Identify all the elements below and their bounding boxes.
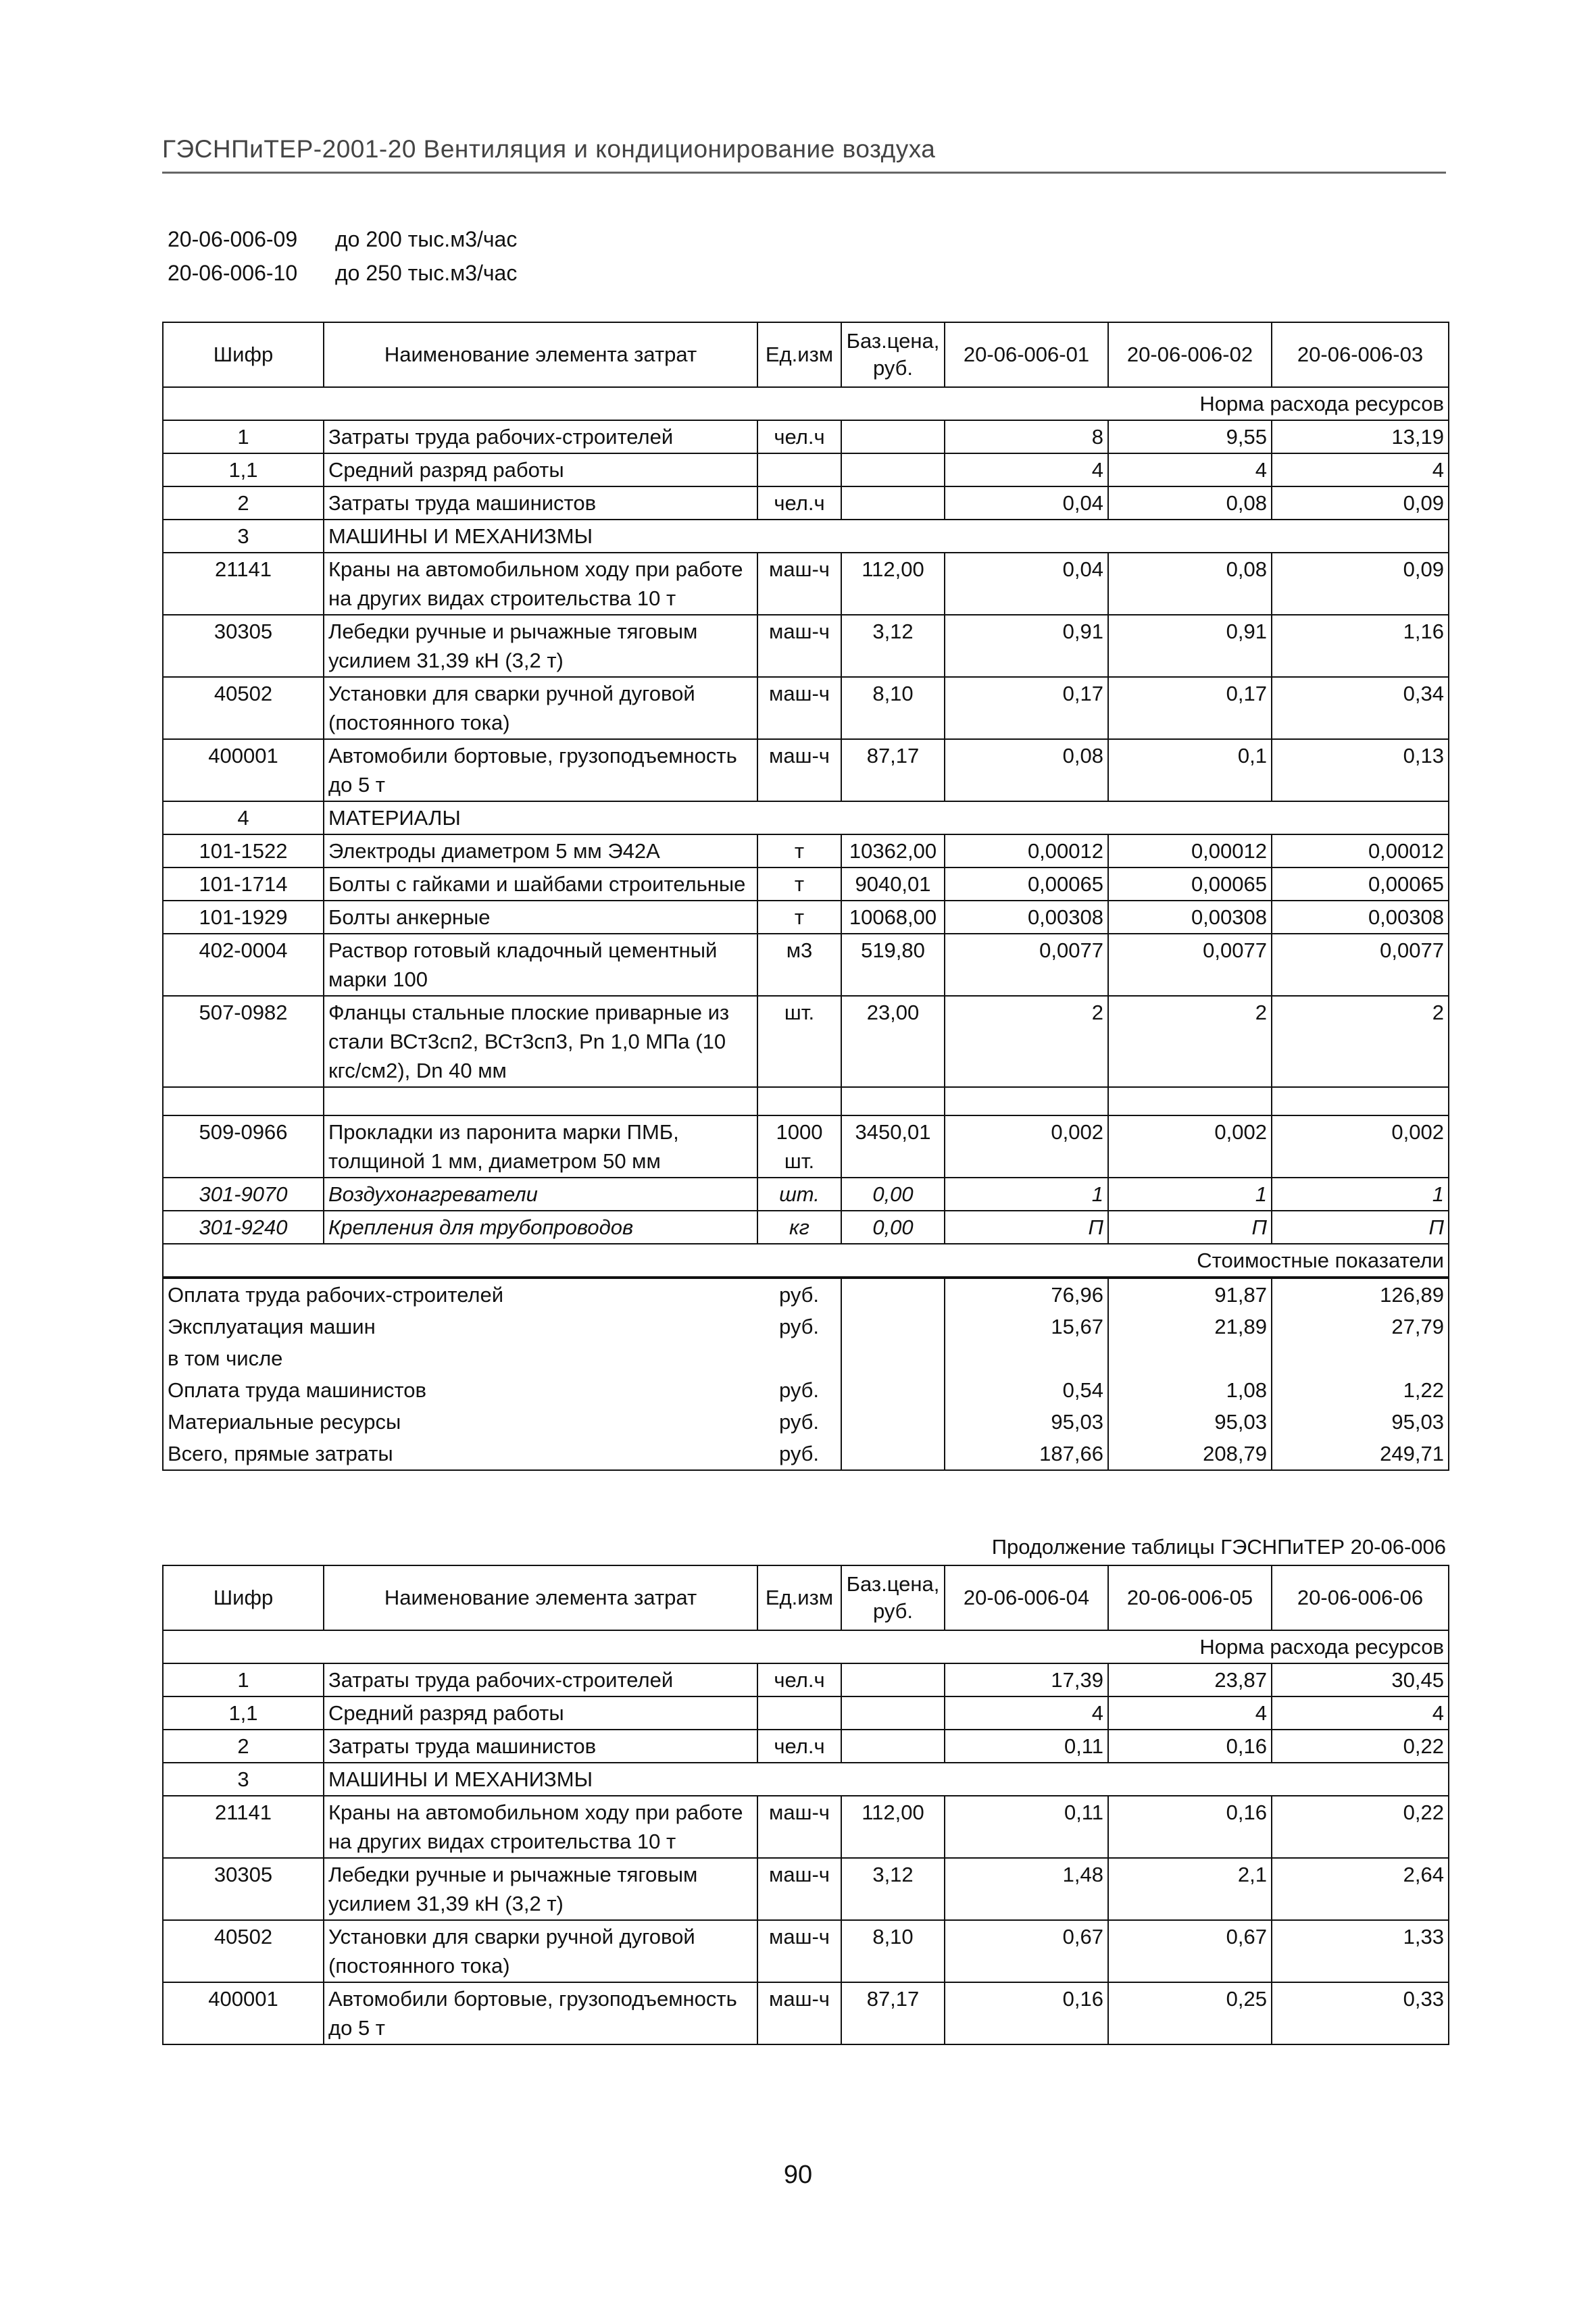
range-line [168,261,517,286]
header-price [841,1565,945,1630]
row-value: 0,16 [945,1982,1108,2044]
row-value: 0,0077 [1108,934,1272,996]
row-unit: маш-ч [757,615,841,677]
totals-row [163,1406,1449,1438]
totals-value [1108,1342,1272,1374]
row-value: 23,87 [1108,1663,1272,1696]
table-row [163,486,1449,520]
totals-value: 1,08 [1108,1374,1272,1406]
table-row [163,1115,1449,1178]
row-value: 0,0077 [945,934,1108,996]
row-name: Лебедки ручные и рычажные тяговым усилием 31,39 кН (3,2 т) [324,1858,757,1920]
row-name: Затраты труда машинистов [324,1730,757,1763]
totals-price [841,1374,945,1406]
row-value: 0,34 [1272,677,1449,739]
band-costs: Стоимостные показатели [163,1244,1449,1278]
row-value: 0,00308 [1272,901,1449,934]
row-price: 3,12 [841,1858,945,1920]
row-code: 2 [163,1730,324,1763]
row-unit: маш-ч [757,1982,841,2044]
row-value: 0,91 [945,615,1108,677]
table-header [163,322,1449,387]
row-name: Автомобили бортовые, грузоподъемность до 5 т [324,739,757,801]
totals-value: 208,79 [1108,1438,1272,1470]
row-price: 87,17 [841,739,945,801]
row-code: 101-1714 [163,867,324,901]
row-value: 4 [1108,453,1272,486]
row-value: 4 [945,1696,1108,1730]
row-price: 9040,01 [841,867,945,901]
row-value: П [1272,1211,1449,1244]
row-code: 3 [163,520,324,553]
row-price: 0,00 [841,1211,945,1244]
totals-price [841,1406,945,1438]
header-code: Шифр [163,1565,324,1630]
row-value: 0,00065 [1272,867,1449,901]
resource-norms-table-1 [162,322,1449,1471]
row-price: 3450,01 [841,1115,945,1178]
row-value: 0,13 [1272,739,1449,801]
row-value: 1 [1108,1178,1272,1211]
band-row [163,1630,1449,1663]
row-value: 0,002 [1108,1115,1272,1178]
totals-value: 249,71 [1272,1438,1449,1470]
totals-row [163,1311,1449,1342]
row-price: 8,10 [841,1920,945,1982]
table-row [163,453,1449,486]
header-norm-code: 20-06-006-05 [1108,1565,1272,1630]
row-price: 3,12 [841,615,945,677]
row-unit: чел.ч [757,486,841,520]
row-code: 30305 [163,1858,324,1920]
row-value: 0,002 [1272,1115,1449,1178]
row-value: 2,64 [1272,1858,1449,1920]
section-row [163,520,1449,553]
totals-label: Оплата труда машинистов [163,1374,757,1406]
totals-row [163,1374,1449,1406]
row-value: 0,00012 [945,834,1108,867]
row-code: 4 [163,801,324,834]
row-value: 4 [1272,1696,1449,1730]
table-row [163,615,1449,677]
row-value: 0,08 [945,739,1108,801]
row-unit: маш-ч [757,739,841,801]
totals-label: Всего, прямые затраты [163,1438,757,1470]
table-row [163,934,1449,996]
totals-unit: руб. [757,1311,841,1342]
row-value: 17,39 [945,1663,1108,1696]
row-price [841,453,945,486]
spacer-cell [324,1087,757,1115]
band-resources: Норма расхода ресурсов [163,387,1449,420]
spacer-cell [757,1087,841,1115]
table-row [163,834,1449,867]
row-value: 0,08 [1108,553,1272,615]
row-unit: маш-ч [757,1858,841,1920]
table-row [163,1730,1449,1763]
row-unit: маш-ч [757,553,841,615]
totals-row [163,1438,1449,1470]
header-price-line: руб. [872,1599,914,1623]
row-unit [757,1696,841,1730]
section-title: МАШИНЫ И МЕХАНИЗМЫ [324,520,1449,553]
row-value: 13,19 [1272,420,1449,453]
row-code: 507-0982 [163,996,324,1087]
row-name: Затраты труда рабочих-строителей [324,1663,757,1696]
row-value: 1,16 [1272,615,1449,677]
continued-caption: Продолжение таблицы ГЭСНПиТЕР 20-06-006 [991,1535,1446,1559]
table-row [163,677,1449,739]
row-code: 40502 [163,1920,324,1982]
totals-value: 21,89 [1108,1311,1272,1342]
row-unit [757,453,841,486]
row-value: 0,002 [945,1115,1108,1178]
row-value: 4 [1108,1696,1272,1730]
totals-label: Эксплуатация машин [163,1311,757,1342]
row-code: 21141 [163,553,324,615]
totals-value: 0,54 [945,1374,1108,1406]
row-value: 2 [1272,996,1449,1087]
totals-price [841,1311,945,1342]
row-name: Прокладки из паронита марки ПМБ, толщиной 1 мм, диаметром 50 мм [324,1115,757,1178]
totals-row [163,1342,1449,1374]
header-name: Наименование элемента затрат [324,1565,757,1630]
row-value: 1 [1272,1178,1449,1211]
row-code: 400001 [163,739,324,801]
row-value: 8 [945,420,1108,453]
table-row [163,1796,1449,1858]
totals-value: 95,03 [1108,1406,1272,1438]
range-code: 20-06-006-09 [168,227,298,251]
row-name: Раствор готовый кладочный цементный марки 100 [324,934,757,996]
row-name: Средний разряд работы [324,1696,757,1730]
header-row [163,1565,1449,1630]
totals-unit: руб. [757,1406,841,1438]
header-price-line: руб. [872,356,914,380]
row-value: 0,00308 [1108,901,1272,934]
table-row [163,1178,1449,1211]
row-price: 0,00 [841,1178,945,1211]
row-unit: т [757,834,841,867]
row-value: 0,16 [1108,1796,1272,1858]
row-name: Краны на автомобильном ходу при работе на других видах строительства 10 т [324,553,757,615]
totals-label: в том числе [163,1342,757,1374]
row-value: 0,00012 [1272,834,1449,867]
spacer-row [163,1087,1449,1115]
row-unit: шт. [757,996,841,1087]
row-value: 0,09 [1272,553,1449,615]
row-value: 0,16 [1108,1730,1272,1763]
table-row [163,420,1449,453]
row-name: Воздухонагреватели [324,1178,757,1211]
row-value: 0,11 [945,1796,1108,1858]
table-body [163,387,1449,1470]
table-row [163,1663,1449,1696]
row-unit: т [757,901,841,934]
row-code: 21141 [163,1796,324,1858]
table-row [163,996,1449,1087]
row-value: 0,09 [1272,486,1449,520]
row-code: 402-0004 [163,934,324,996]
range-text: до 200 тыс.м3/час [335,227,518,251]
row-name: Краны на автомобильном ходу при работе на других видах строительства 10 т [324,1796,757,1858]
totals-value: 187,66 [945,1438,1108,1470]
row-unit: маш-ч [757,677,841,739]
section-row [163,1763,1449,1796]
row-value: 0,0077 [1272,934,1449,996]
row-price [841,1730,945,1763]
page-number: 90 [783,2161,813,2189]
row-price: 112,00 [841,553,945,615]
header-norm-code: 20-06-006-01 [945,322,1108,387]
row-value: 1,48 [945,1858,1108,1920]
totals-unit: руб. [757,1278,841,1311]
row-price: 87,17 [841,1982,945,2044]
row-code: 2 [163,486,324,520]
row-value: 0,00308 [945,901,1108,934]
totals-value [1272,1342,1449,1374]
totals-label: Оплата труда рабочих-строителей [163,1278,757,1311]
row-value: 0,1 [1108,739,1272,801]
row-value: 9,55 [1108,420,1272,453]
totals-unit: руб. [757,1438,841,1470]
header-unit: Ед.изм [757,322,841,387]
row-unit: кг [757,1211,841,1244]
row-value: 0,17 [945,677,1108,739]
row-code: 400001 [163,1982,324,2044]
row-price [841,420,945,453]
totals-unit [757,1342,841,1374]
totals-value: 1,22 [1272,1374,1449,1406]
row-value: 0,17 [1108,677,1272,739]
section-title: МАТЕРИАЛЫ [324,801,1449,834]
row-code: 301-9070 [163,1178,324,1211]
row-value: 0,00012 [1108,834,1272,867]
row-unit: т [757,867,841,901]
resource-norms-table-2 [162,1565,1449,2045]
row-value: 2,1 [1108,1858,1272,1920]
row-name: Фланцы стальные плоские приварные из стали ВСт3сп2, ВСт3сп3, Рn 1,0 МПа (10 кгс/см2), Dn 40 мм [324,996,757,1087]
header-price-line: Баз.цена, [846,329,940,353]
row-name: Болты анкерные [324,901,757,934]
row-value: 0,67 [945,1920,1108,1982]
row-code: 1 [163,1663,324,1696]
row-name: Электроды диаметром 5 мм Э42А [324,834,757,867]
row-unit: чел.ч [757,420,841,453]
spacer-cell [163,1087,324,1115]
totals-price [841,1278,945,1311]
totals-unit: руб. [757,1374,841,1406]
totals-value: 91,87 [1108,1278,1272,1311]
table-row [163,739,1449,801]
row-unit: маш-ч [757,1796,841,1858]
row-value: 0,33 [1272,1982,1449,2044]
band-row [163,387,1449,420]
row-price [841,486,945,520]
row-name: Крепления для трубопроводов [324,1211,757,1244]
header-row [163,322,1449,387]
header-norm-code: 20-06-006-06 [1272,1565,1449,1630]
row-code: 101-1929 [163,901,324,934]
row-code: 1,1 [163,1696,324,1730]
row-name: Болты с гайками и шайбами строительные [324,867,757,901]
row-name: Лебедки ручные и рычажные тяговым усилием 31,39 кН (3,2 т) [324,615,757,677]
row-value: 0,25 [1108,1982,1272,2044]
header-norm-code: 20-06-006-03 [1272,322,1449,387]
header-norm-code: 20-06-006-02 [1108,322,1272,387]
totals-value: 76,96 [945,1278,1108,1311]
section-row [163,801,1449,834]
header-price [841,322,945,387]
totals-value: 27,79 [1272,1311,1449,1342]
row-value: 4 [1272,453,1449,486]
row-unit: чел.ч [757,1730,841,1763]
row-unit: 1000 шт. [757,1115,841,1178]
row-value: 0,04 [945,486,1108,520]
row-unit: м3 [757,934,841,996]
row-price: 519,80 [841,934,945,996]
row-value: 1,33 [1272,1920,1449,1982]
row-value: 2 [1108,996,1272,1087]
row-price [841,1663,945,1696]
row-code: 3 [163,1763,324,1796]
row-code: 509-0966 [163,1115,324,1178]
row-value: 1 [945,1178,1108,1211]
band-resources: Норма расхода ресурсов [163,1630,1449,1663]
row-value: 0,08 [1108,486,1272,520]
table-row [163,901,1449,934]
row-value: 30,45 [1272,1663,1449,1696]
row-unit: чел.ч [757,1663,841,1696]
row-code: 1 [163,420,324,453]
row-code: 40502 [163,677,324,739]
row-value: 0,00065 [945,867,1108,901]
header-unit: Ед.изм [757,1565,841,1630]
table-row [163,867,1449,901]
row-price: 112,00 [841,1796,945,1858]
row-price [841,1696,945,1730]
table-row [163,1696,1449,1730]
totals-row [163,1278,1449,1311]
totals-price [841,1342,945,1374]
row-value: 0,22 [1272,1796,1449,1858]
row-code: 301-9240 [163,1211,324,1244]
row-name: Установки для сварки ручной дуговой (постоянного тока) [324,1920,757,1982]
spacer-cell [945,1087,1108,1115]
row-value: 0,04 [945,553,1108,615]
row-value: 0,11 [945,1730,1108,1763]
range-line [168,227,517,252]
row-price: 10068,00 [841,901,945,934]
header-rule [162,172,1446,174]
spacer-cell [1108,1087,1272,1115]
totals-value [945,1342,1108,1374]
row-name: Затраты труда рабочих-строителей [324,420,757,453]
page-header-title: ГЭСНПиТЕР-2001-20 Вентиляция и кондиционирование воздуха [162,135,936,163]
row-name: Средний разряд работы [324,453,757,486]
row-unit: маш-ч [757,1920,841,1982]
totals-value: 95,03 [1272,1406,1449,1438]
row-unit: шт. [757,1178,841,1211]
row-name: Установки для сварки ручной дуговой (постоянного тока) [324,677,757,739]
band-row [163,1244,1449,1278]
row-code: 101-1522 [163,834,324,867]
header-price-line: Баз.цена, [846,1572,940,1596]
row-code: 1,1 [163,453,324,486]
spacer-cell [841,1087,945,1115]
totals-value: 95,03 [945,1406,1108,1438]
section-title: МАШИНЫ И МЕХАНИЗМЫ [324,1763,1449,1796]
row-value: 4 [945,453,1108,486]
row-name: Автомобили бортовые, грузоподъемность до 5 т [324,1982,757,2044]
table-row [163,1211,1449,1244]
range-text: до 250 тыс.м3/час [335,261,518,285]
row-value: П [945,1211,1108,1244]
table-row [163,1920,1449,1982]
row-price: 8,10 [841,677,945,739]
range-code: 20-06-006-10 [168,261,298,285]
row-value: 2 [945,996,1108,1087]
row-name: Затраты труда машинистов [324,486,757,520]
table-body [163,1630,1449,2044]
row-price: 10362,00 [841,834,945,867]
row-price: 23,00 [841,996,945,1087]
row-value: 0,22 [1272,1730,1449,1763]
row-value: 0,67 [1108,1920,1272,1982]
row-value: П [1108,1211,1272,1244]
row-code: 30305 [163,615,324,677]
totals-value: 15,67 [945,1311,1108,1342]
table-header [163,1565,1449,1630]
spacer-cell [1272,1087,1449,1115]
row-value: 0,00065 [1108,867,1272,901]
row-value: 0,91 [1108,615,1272,677]
table-row [163,1982,1449,2044]
totals-price [841,1438,945,1470]
header-norm-code: 20-06-006-04 [945,1565,1108,1630]
table-row [163,553,1449,615]
totals-label: Материальные ресурсы [163,1406,757,1438]
header-name: Наименование элемента затрат [324,322,757,387]
totals-value: 126,89 [1272,1278,1449,1311]
header-code: Шифр [163,322,324,387]
table-row [163,1858,1449,1920]
